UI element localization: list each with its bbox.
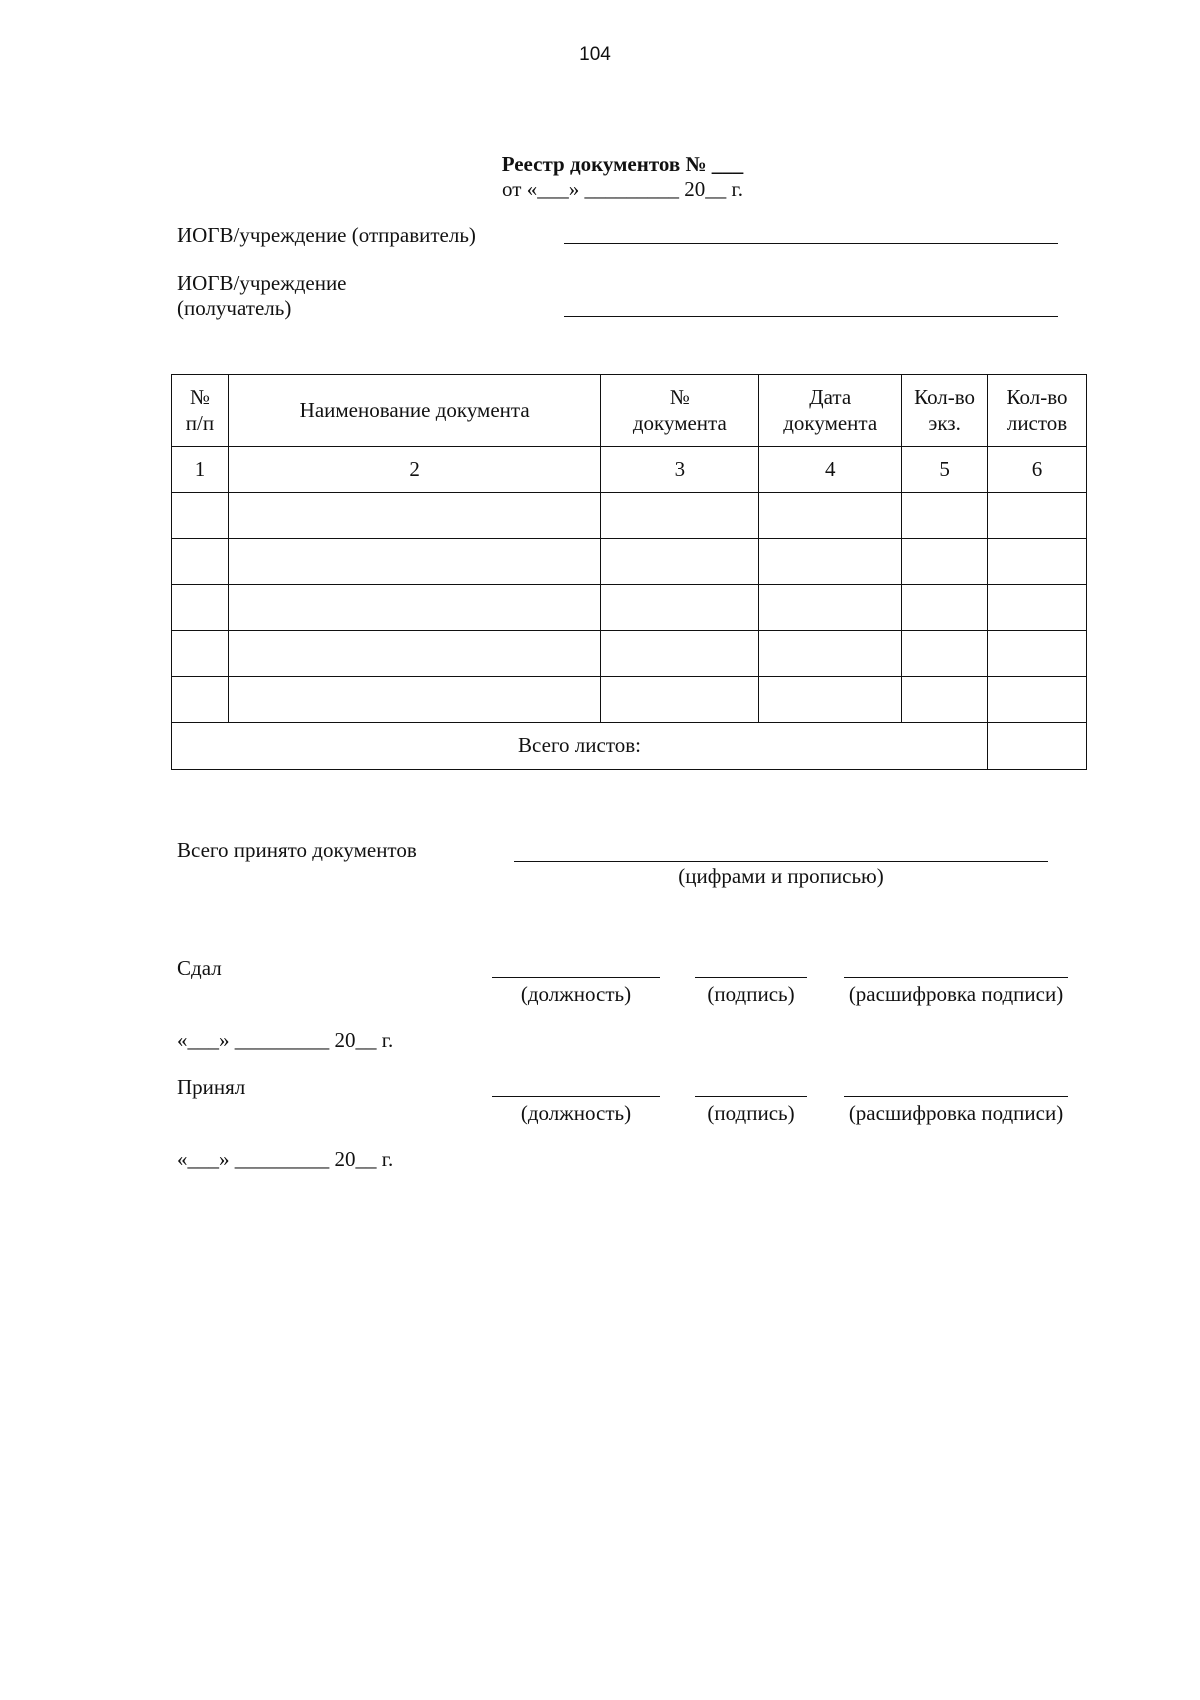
table-cell[interactable]: [902, 493, 988, 539]
table-cell[interactable]: [988, 677, 1087, 723]
header-document-name: Наименование документа: [228, 375, 600, 447]
table-cell[interactable]: [988, 631, 1087, 677]
table-cell[interactable]: [172, 585, 229, 631]
column-number-row: [172, 447, 1087, 493]
document-title: Реестр документов № ___: [501, 152, 744, 176]
table-cell[interactable]: [601, 677, 759, 723]
sender-field[interactable]: [564, 243, 1058, 244]
header-index: № п/п: [172, 375, 229, 447]
table-cell[interactable]: [172, 493, 229, 539]
total-row: [172, 723, 1087, 770]
table-cell[interactable]: [228, 585, 600, 631]
accepted-documents-field[interactable]: [514, 861, 1048, 862]
received-position-field[interactable]: [492, 1096, 660, 1097]
table-cell[interactable]: [902, 585, 988, 631]
table-row: [172, 677, 1087, 723]
table-cell[interactable]: [228, 493, 600, 539]
header-document-number: № документа: [601, 375, 759, 447]
received-label: Принял: [177, 1075, 246, 1099]
handed-over-label: Сдал: [177, 956, 222, 980]
received-signature-field[interactable]: [695, 1096, 807, 1097]
column-number: 1: [172, 447, 229, 493]
accepted-documents-label: Всего принято документов: [177, 838, 417, 862]
handed-over-position-caption: (должность): [520, 982, 632, 1006]
table-cell[interactable]: [759, 539, 902, 585]
column-number: 5: [902, 447, 988, 493]
column-number: 3: [601, 447, 759, 493]
column-number: 2: [228, 447, 600, 493]
total-sheets-label: Всего листов:: [172, 723, 988, 770]
received-date-line: «___» _________ 20__ г.: [177, 1147, 394, 1171]
column-number: 6: [988, 447, 1087, 493]
table-cell[interactable]: [601, 539, 759, 585]
table-cell[interactable]: [902, 677, 988, 723]
table-cell[interactable]: [902, 631, 988, 677]
table-cell[interactable]: [601, 585, 759, 631]
handed-over-date-line: «___» _________ 20__ г.: [177, 1028, 394, 1052]
document-date-line: от «___» _________ 20__ г.: [502, 177, 743, 201]
table-cell[interactable]: [228, 539, 600, 585]
table-cell[interactable]: [759, 677, 902, 723]
handed-over-signature-caption: (подпись): [707, 982, 795, 1006]
received-name-caption: (расшифровка подписи): [848, 1101, 1064, 1125]
table-cell[interactable]: [601, 493, 759, 539]
table-row: [172, 585, 1087, 631]
table-row: [172, 493, 1087, 539]
table-cell[interactable]: [988, 585, 1087, 631]
column-number: 4: [759, 447, 902, 493]
page-number: 104: [579, 44, 611, 65]
sender-label: ИОГВ/учреждение (отправитель): [177, 223, 476, 247]
table-cell[interactable]: [172, 677, 229, 723]
handed-over-position-field[interactable]: [492, 977, 660, 978]
handed-over-name-caption: (расшифровка подписи): [848, 982, 1064, 1006]
table-row: [172, 631, 1087, 677]
table-cell[interactable]: [228, 631, 600, 677]
table-cell[interactable]: [988, 539, 1087, 585]
total-sheets-value[interactable]: [988, 723, 1087, 770]
table-cell[interactable]: [759, 585, 902, 631]
handed-over-name-field[interactable]: [844, 977, 1068, 978]
handed-over-signature-field[interactable]: [695, 977, 807, 978]
table-header-row: [172, 375, 1087, 447]
registry-table: [171, 374, 1087, 770]
table-cell[interactable]: [759, 493, 902, 539]
recipient-label-sub: (получатель): [177, 296, 292, 320]
table-row: [172, 539, 1087, 585]
accepted-documents-caption: (цифрами и прописью): [678, 864, 884, 888]
table-cell[interactable]: [601, 631, 759, 677]
table-cell[interactable]: [988, 493, 1087, 539]
header-document-date: Дата документа: [759, 375, 902, 447]
table-cell[interactable]: [228, 677, 600, 723]
table-cell[interactable]: [759, 631, 902, 677]
recipient-label: ИОГВ/учреждение: [177, 271, 347, 295]
table-cell[interactable]: [902, 539, 988, 585]
received-signature-caption: (подпись): [707, 1101, 795, 1125]
header-sheets-count: Кол-во листов: [988, 375, 1087, 447]
received-name-field[interactable]: [844, 1096, 1068, 1097]
table-cell[interactable]: [172, 631, 229, 677]
header-copies-count: Кол-во экз.: [902, 375, 988, 447]
received-position-caption: (должность): [520, 1101, 632, 1125]
recipient-field[interactable]: [564, 316, 1058, 317]
table-cell[interactable]: [172, 539, 229, 585]
